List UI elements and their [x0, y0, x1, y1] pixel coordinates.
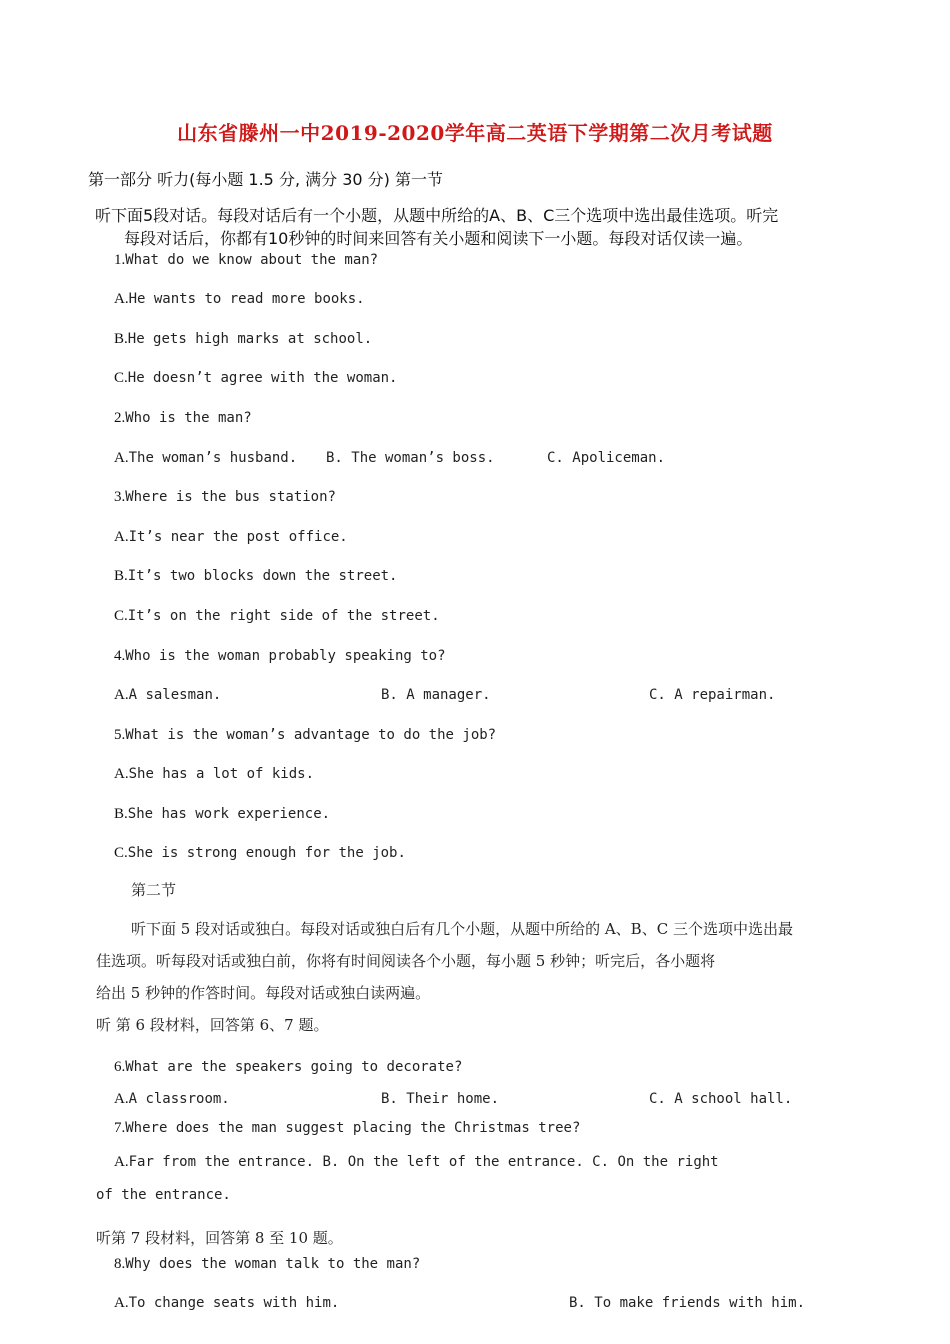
option-line — [114, 608, 440, 625]
option-b: B. Their home. — [381, 1091, 500, 1107]
option-text: To change seats with him. — [128, 1295, 340, 1311]
option-label: A. — [114, 766, 129, 782]
question-text: Why does the woman talk to the man? — [125, 1256, 421, 1272]
question-text: Where does the man suggest placing the Christmas tree? — [125, 1120, 581, 1136]
option-label: A. — [114, 1295, 129, 1311]
option-text: She has work experience. — [127, 806, 331, 822]
option-label: A. — [114, 1154, 129, 1170]
option-line — [114, 845, 406, 862]
option-label: A. — [114, 1091, 129, 1107]
option-line — [114, 687, 221, 704]
question-number: 2. — [114, 410, 126, 426]
question-3 — [114, 489, 336, 506]
option-b: B. A manager. — [381, 687, 491, 703]
option-label: B. — [114, 806, 128, 822]
option-label: B. — [114, 331, 128, 347]
question-number: 4. — [114, 648, 126, 664]
option-line — [114, 766, 314, 783]
question-text: Who is the man? — [125, 410, 252, 426]
option-line — [114, 450, 297, 467]
option-line — [114, 568, 397, 585]
section2-intro-line: 佳选项。听每段对话或独白前，你将有时间阅读各个小题，每小题 5 秒钟；听完后，各小题将 — [96, 952, 716, 970]
question-text: What are the speakers going to decorate? — [125, 1059, 463, 1075]
question-text: Where is the bus station? — [125, 489, 336, 505]
option-text: She is strong enough for the job. — [127, 845, 406, 861]
option-line — [114, 1154, 719, 1171]
question-1 — [114, 252, 378, 269]
option-b: B. To make friends with him. — [569, 1295, 806, 1311]
option-text: A classroom. — [128, 1091, 230, 1107]
section2-heading: 第二节 — [131, 881, 177, 899]
option-label: A. — [114, 687, 129, 703]
option-label: C. — [114, 370, 128, 386]
option-text: He gets high marks at school. — [127, 331, 373, 347]
option-line-continued: of the entrance. — [96, 1187, 231, 1203]
question-6 — [114, 1059, 462, 1076]
option-label: A. — [114, 291, 129, 307]
question-number: 6. — [114, 1059, 126, 1075]
option-line — [114, 331, 372, 348]
option-text: Far from the entrance. B. On the left of the entrance. C. On the right — [128, 1154, 719, 1170]
material-7-instruction: 听第 7 段材料，回答第 8 至 10 题。 — [96, 1229, 343, 1247]
option-line — [114, 1295, 339, 1312]
question-2 — [114, 410, 252, 427]
question-number: 3. — [114, 489, 126, 505]
question-number: 1. — [114, 252, 126, 268]
option-label: A. — [114, 450, 129, 466]
option-line — [114, 806, 330, 823]
option-text: A salesman. — [128, 687, 222, 703]
option-line — [114, 291, 365, 308]
option-label: A. — [114, 529, 129, 545]
question-number: 7. — [114, 1120, 126, 1136]
question-5 — [114, 727, 496, 744]
part1-heading: 第一部分 听力(每小题 1.5 分, 满分 30 分) 第一节 — [88, 170, 443, 189]
option-label: C. — [114, 845, 128, 861]
page-title: 山东省滕州一中2019-2020学年高二英语下学期第二次月考试题 — [177, 121, 773, 145]
option-label: B. — [114, 568, 128, 584]
question-4 — [114, 648, 446, 665]
option-text: He wants to read more books. — [128, 291, 365, 307]
option-c: C. A repairman. — [649, 687, 776, 703]
question-text: What do we know about the man? — [125, 252, 379, 268]
question-number: 8. — [114, 1256, 126, 1272]
option-text: She has a lot of kids. — [128, 766, 315, 782]
option-line — [114, 370, 397, 387]
section2-intro-line: 给出 5 秒钟的作答时间。每段对话或独白读两遍。 — [96, 984, 431, 1002]
question-7 — [114, 1120, 580, 1137]
option-text: The woman’s husband. — [128, 450, 298, 466]
option-c: C. Apoliceman. — [547, 450, 666, 466]
option-c: C. A school hall. — [649, 1091, 793, 1107]
section2-intro-line: 听下面 5 段对话或独白。每段对话或独白后有几个小题，从题中所给的 A、B、C 三个选项中选出最 — [131, 920, 793, 938]
section1-intro-line: 听下面5段对话。每段对话后有一个小题，从题中所给的A、B、C三个选项中选出最佳选项。听完 — [95, 206, 779, 225]
option-b: B. The woman’s boss. — [326, 450, 495, 466]
option-text: It’s on the right side of the street. — [127, 608, 440, 624]
question-text: Who is the woman probably speaking to? — [125, 648, 446, 664]
question-8 — [114, 1256, 420, 1273]
option-line — [114, 529, 348, 546]
section1-intro-line: 每段对话后，你都有10秒钟的时间来回答有关小题和阅读下一小题。每段对话仅读一遍。 — [124, 229, 753, 248]
option-line — [114, 1091, 230, 1108]
option-text: It’s two blocks down the street. — [127, 568, 398, 584]
question-text: What is the woman’s advantage to do the job? — [125, 727, 497, 743]
option-label: C. — [114, 608, 128, 624]
question-number: 5. — [114, 727, 126, 743]
option-text: He doesn’t agree with the woman. — [127, 370, 398, 386]
option-text: It’s near the post office. — [128, 529, 348, 545]
material-6-instruction: 听 第 6 段材料，回答第 6、7 题。 — [96, 1016, 329, 1034]
